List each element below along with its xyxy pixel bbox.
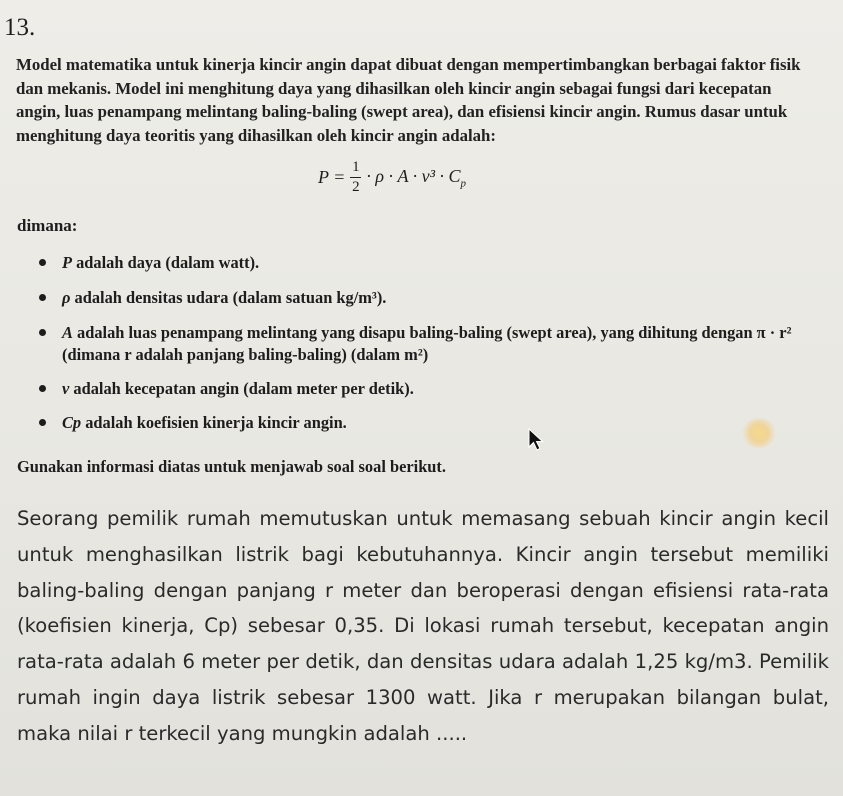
instruction-text: Gunakan informasi diatas untuk menjawab soal soal berikut. bbox=[17, 457, 446, 476]
list-item: ρ adalah densitas udara (dalam satuan kg/m³). bbox=[38, 287, 818, 309]
bullet-icon bbox=[39, 419, 46, 426]
formula-subscript: p bbox=[460, 177, 467, 190]
problem-text: Seorang pemilik rumah memutuskan untuk memasang sebuah kincir angin kecil untuk menghasilkan listrik bagi kebutuhannya. Kincir angin tersebut memiliki baling-baling dengan panjang r meter dan beroperasi dengan efisiensi rata-rata (koefisien kinerja, Cp) sebesar 0,35. Di lokasi rumah tersebut, kecepatan angin rata-rata adalah 6 meter per detik, dan densitas udara adalah 1,25 kg/m3. Pemilik rumah ingin daya listrik sebesar 1300 watt. Jika r merupakan bilangan bulat, maka nilai r terkecil yang mungkin adalah ..... bbox=[17, 507, 829, 745]
fraction-denominator: 2 bbox=[352, 179, 360, 195]
formula-rhs: · $\rho \cdot A \cdot v^3 \cdot C_p$ bbox=[366, 165, 467, 190]
bullet-icon bbox=[39, 259, 46, 266]
list-item: Cp adalah koefisien kinerja kincir angin. bbox=[38, 412, 818, 434]
intro-paragraph: Model matematika untuk kinerja kincir angin dapat dibuat dengan mempertimbangkan berbagai faktor fisik dan mekanis. Model ini menghitung daya yang dihasilkan oleh kincir angin sebagai fungsi dari kecepatan angin, luas penampang melintang baling-baling (swept area), dan efisiensi kincir angin. Rumus dasar untuk menghitung daya teoritis yang dihasilkan oleh kincir angin adalah: bbox=[16, 55, 801, 145]
dimana-label: dimana: bbox=[17, 216, 78, 235]
light-glare bbox=[742, 418, 776, 448]
bullet-icon bbox=[39, 329, 46, 336]
bullet-icon bbox=[39, 294, 46, 301]
formula-lhs: P = bbox=[318, 167, 346, 187]
formula-fraction bbox=[350, 160, 361, 195]
variable-list bbox=[38, 252, 818, 434]
mouse-pointer-icon bbox=[528, 428, 544, 452]
list-item: v adalah kecepatan angin (dalam meter per detik). bbox=[38, 378, 818, 400]
power-formula bbox=[318, 160, 466, 195]
list-item: A adalah luas penampang melintang yang disapu baling-baling (swept area), yang dihitung dengan π · r² (dimana r adalah panjang baling-baling) (dalam m²) bbox=[38, 322, 818, 366]
bullet-icon bbox=[39, 385, 46, 392]
list-item: P adalah daya (dalam watt). bbox=[38, 252, 818, 274]
question-number: 13. bbox=[4, 14, 36, 41]
fraction-numerator: 1 bbox=[352, 159, 360, 175]
